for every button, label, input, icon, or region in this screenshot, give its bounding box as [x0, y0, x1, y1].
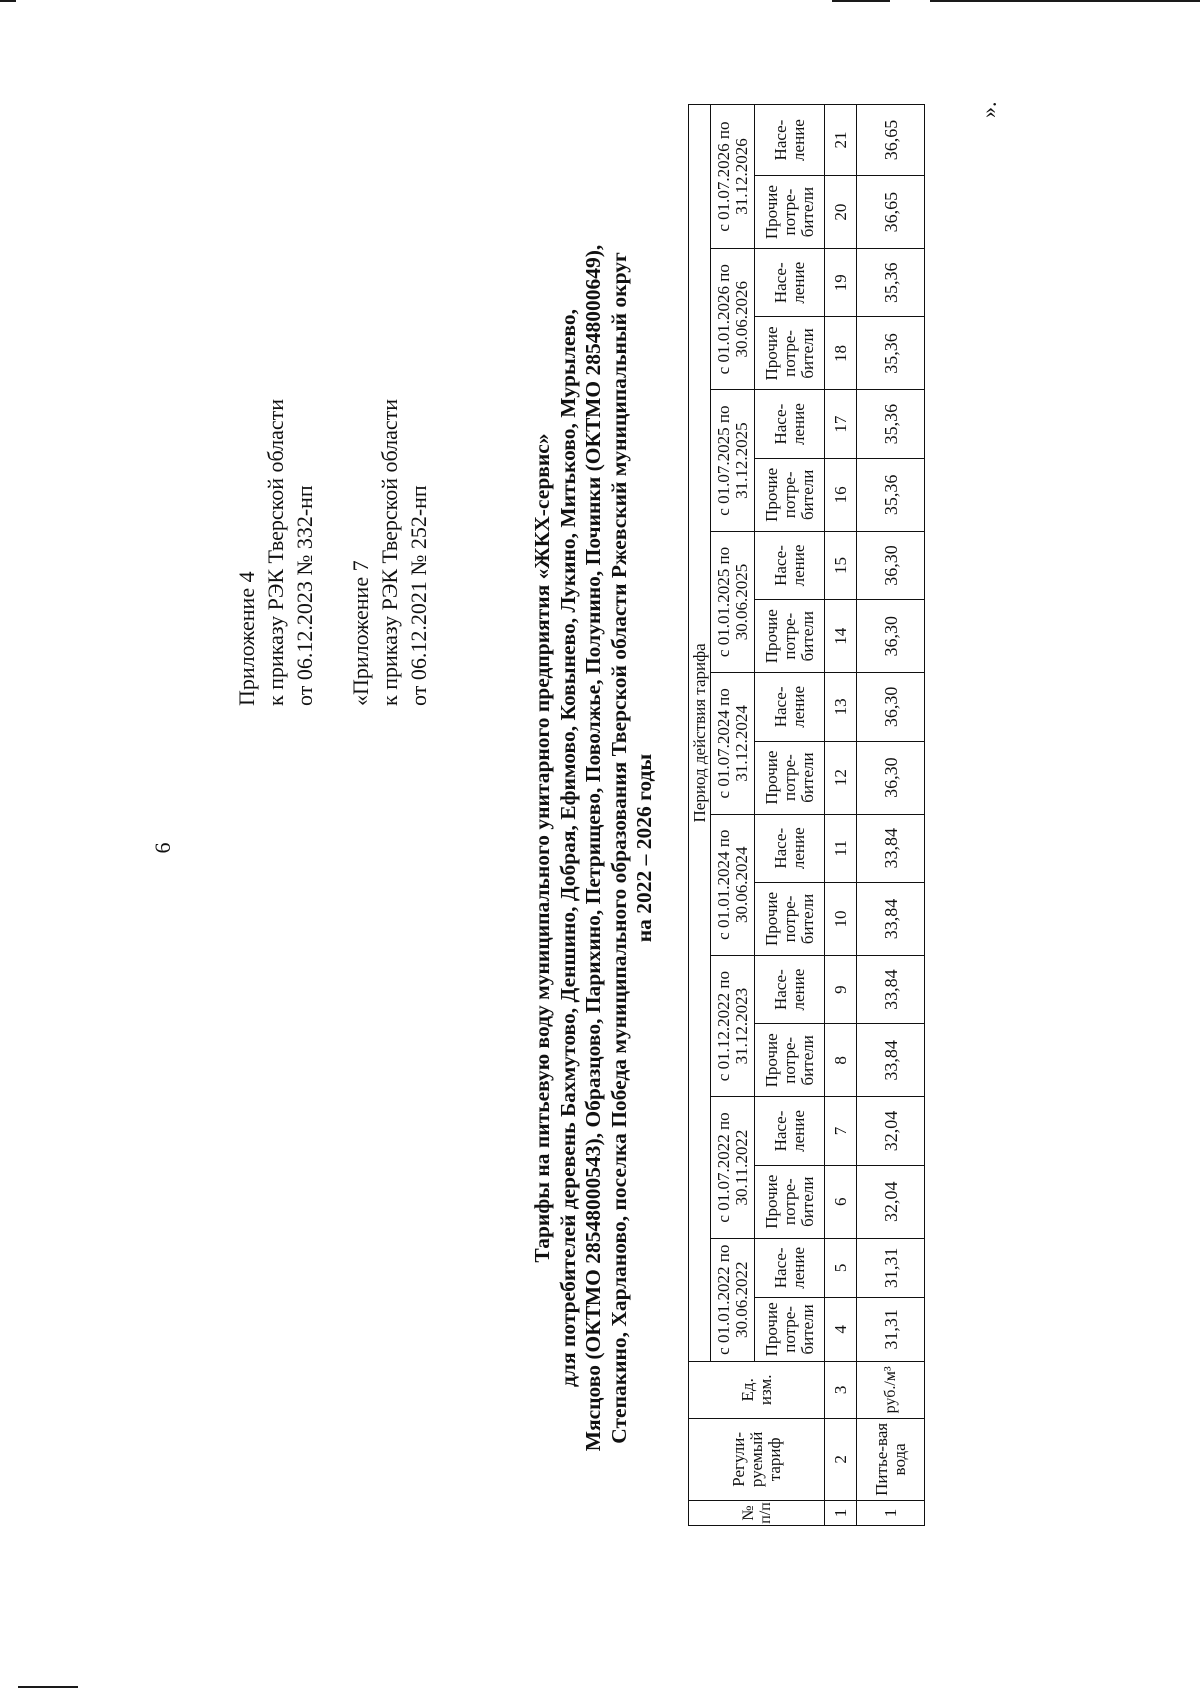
header-unit: Ед. изм. [689, 1361, 825, 1418]
subheader-other-consumers: Прочие потре-бители [755, 317, 825, 390]
period-header: с 01.12.2022 по 31.12.2023 [711, 955, 755, 1096]
column-number: 12 [825, 741, 857, 814]
column-number: 17 [825, 390, 857, 458]
period-header: с 01.01.2026 по 30.06.2026 [711, 249, 755, 390]
subheader-population: Насе-ление [755, 105, 825, 176]
subheader-other-consumers: Прочие потре-бители [755, 1024, 825, 1097]
column-number: 19 [825, 249, 857, 317]
column-number: 13 [825, 673, 857, 741]
tariff-value: 36,30 [857, 600, 925, 673]
scan-artifact-line [18, 1686, 78, 1688]
subheader-other-consumers: Прочие потре-бители [755, 1165, 825, 1238]
tariff-table [688, 104, 925, 1526]
appendix-line: «Приложение 7 [348, 560, 373, 706]
scan-artifact-line [0, 0, 16, 2]
subheader-population: Насе-ление [755, 390, 825, 458]
page-number: 6 [150, 842, 175, 854]
column-number: 9 [825, 955, 857, 1023]
scan-artifact-line [930, 0, 1200, 2]
header-tariff: Регули-руемый тариф [689, 1418, 825, 1500]
table-row [857, 105, 925, 1526]
subheader-other-consumers: Прочие потре-бители [755, 741, 825, 814]
closing-quote: ». [976, 101, 1001, 118]
tariff-value: 32,04 [857, 1097, 925, 1165]
subheader-population: Насе-ление [755, 955, 825, 1023]
appendix-header-new [232, 399, 319, 706]
period-header: с 01.01.2022 по 30.06.2022 [711, 1238, 755, 1361]
column-number: 11 [825, 814, 857, 882]
column-number: 3 [825, 1361, 857, 1418]
column-number: 5 [825, 1238, 857, 1297]
appendix-line: к приказу РЭК Тверской области [263, 398, 288, 706]
tariff-value: 36,30 [857, 531, 925, 599]
column-number: 2 [825, 1418, 857, 1500]
tariff-value: 36,30 [857, 673, 925, 741]
subheader-population: Насе-ление [755, 814, 825, 882]
subheader-population: Насе-ление [755, 673, 825, 741]
subheader-other-consumers: Прочие потре-бители [755, 176, 825, 249]
title-line: Тарифы на питьевую воду муниципального унитарного предприятия «ЖКХ-сервис» [530, 433, 554, 1263]
column-number: 7 [825, 1097, 857, 1165]
title-line: Мясцово (ОКТМО 28548000543), Образцово, Парихино, Петрищево, Поволжье, Полунино, Починки (ОКТМО 28548000649), [581, 244, 605, 1452]
column-number: 20 [825, 176, 857, 249]
subheader-population: Насе-ление [755, 531, 825, 599]
column-number: 18 [825, 317, 857, 390]
tariff-value: 32,04 [857, 1165, 925, 1238]
row-number: 1 [857, 1500, 925, 1525]
column-number: 1 [825, 1500, 857, 1525]
column-number: 6 [825, 1165, 857, 1238]
appendix-line: к приказу РЭК Тверской области [377, 398, 402, 706]
appendix-line: Приложение 4 [234, 571, 259, 706]
period-header: с 01.07.2022 по 30.11.2022 [711, 1097, 755, 1238]
subheader-other-consumers: Прочие потре-бители [755, 600, 825, 673]
subheader-other-consumers: Прочие потре-бители [755, 458, 825, 531]
subheader-population: Насе-ление [755, 1097, 825, 1165]
column-number: 15 [825, 531, 857, 599]
period-header: с 01.01.2025 по 30.06.2025 [711, 531, 755, 672]
document-title [530, 78, 658, 1618]
tariff-value: 33,84 [857, 1024, 925, 1097]
column-number: 21 [825, 105, 857, 176]
period-header: с 01.01.2024 по 30.06.2024 [711, 814, 755, 955]
header-period: Период действия тарифа [689, 105, 711, 1362]
title-line: для потребителей деревень Бахмутово, Деншино, Добрая, Ефимово, Ковынево, Лукино, Митьково, Мурылево, [555, 309, 580, 1387]
tariff-value: 31,31 [857, 1297, 925, 1361]
tariff-value: 35,36 [857, 317, 925, 390]
tariff-value: 35,36 [857, 390, 925, 458]
subheader-population: Насе-ление [755, 249, 825, 317]
column-number: 8 [825, 1024, 857, 1097]
column-number: 4 [825, 1297, 857, 1361]
subheader-other-consumers: Прочие потре-бители [755, 1297, 825, 1361]
tariff-value: 33,84 [857, 882, 925, 955]
tariff-value: 35,36 [857, 249, 925, 317]
tariff-value: 36,65 [857, 176, 925, 249]
row-tariff-name: Питье-вая вода [857, 1418, 925, 1500]
appendix-header-old [346, 399, 433, 706]
tariff-value: 35,36 [857, 458, 925, 531]
subheader-population: Насе-ление [755, 1238, 825, 1297]
tariff-value: 33,84 [857, 955, 925, 1023]
appendix-line: от 06.12.2023 № 332-нп [292, 485, 317, 706]
appendix-line: от 06.12.2021 № 252-нп [406, 485, 431, 706]
tariff-value: 36,30 [857, 741, 925, 814]
title-line: Степакино, Харланово, поселка Победа муниципального образования Тверской области Ржевский муниципальный округ [606, 252, 631, 1444]
tariff-value: 33,84 [857, 814, 925, 882]
period-header: с 01.07.2024 по 31.12.2024 [711, 673, 755, 814]
column-number: 10 [825, 882, 857, 955]
period-header: с 01.07.2025 по 31.12.2025 [711, 390, 755, 531]
header-number: № п/п [689, 1500, 825, 1525]
document-page [150, 78, 1050, 1618]
subheader-other-consumers: Прочие потре-бители [755, 882, 825, 955]
scan-artifact-line [832, 0, 890, 2]
column-number: 16 [825, 458, 857, 531]
title-line: на 2022 – 2026 годы [632, 753, 656, 943]
period-header-row [711, 105, 755, 1526]
row-unit: руб./м³ [857, 1361, 925, 1418]
subheader-row [755, 105, 825, 1526]
column-number: 14 [825, 600, 857, 673]
column-number-row [825, 105, 857, 1526]
tariff-value: 36,65 [857, 105, 925, 176]
tariff-value: 31,31 [857, 1238, 925, 1297]
period-header: с 01.07.2026 по 31.12.2026 [711, 105, 755, 249]
